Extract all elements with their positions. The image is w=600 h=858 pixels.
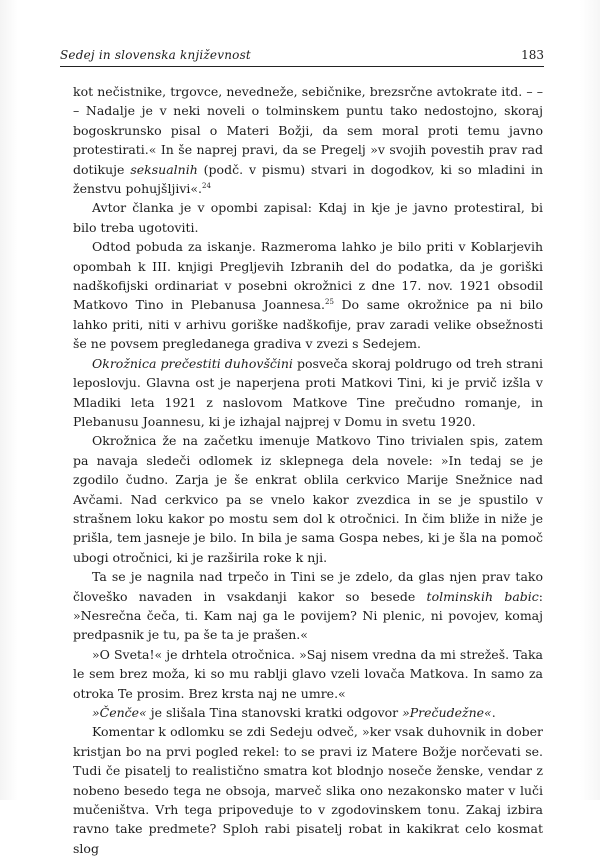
italic-text: »Prečudežne« — [402, 705, 492, 720]
text-segment: : »Nesrečna čeča, ti. Kam naj ga le povijem? Ni plenic, ni povojev, komaj predpasnik je tu, pa še ta je prašen.« — [73, 588, 543, 643]
paragraph — [73, 645, 543, 703]
text-segment: (podč. v pismu) stvari in dogodkov, ki so mladini in ženstvu pohujšljivi«. — [73, 161, 544, 197]
body-text — [73, 82, 543, 858]
paragraph — [73, 354, 543, 432]
text-segment: kot nečistnike, trgovce, nevedneže, sebičnike, brezsrčne avtokrate itd. – – – Nadalje je v neki noveli o tolminskem puntu tako nedostojno, skoraj bogoskrunsko pisal o Materi Božji, da sem moral proti temu javno protestirati.« In še naprej pravi, da se Pregelj »v svojih povestih prav rad dotikuje — [73, 84, 543, 177]
paragraph — [73, 567, 543, 645]
running-title: Sedej in slovenska književnost — [60, 48, 251, 62]
text-segment: Komentar k odlomku se zdi Sedeju odveč, »ker vsak duhovnik in dober kristjan bo na prvi pogled rekel: to se pravi iz Matere Božje norčevati se. Tudi če pisatelj to realistično smatra kot blodnjo noseče ženske, vendar z nobeno besedo tega ne obsoja, marveč slika ono nezakonsko mater v luči mučeništva. Vrh tega pripoveduje to v zgodovinskem tonu. Zakaj izbira ravno take predmete? Sploh rabi pisatelj robat in kakikrat celo kosmat slog — [73, 724, 543, 856]
paragraph — [73, 703, 543, 722]
italic-text: seksualnih — [130, 161, 198, 177]
text-segment: posveča skoraj poldrugo od treh strani leposlovju. Glavna ost je naperjena proti Matkovi Tini, ki je prvič izšla v Mladiki leta 1921 z naslovom Matkove Tine prečudno romanje, in Plebanusu Joannesu, ki je izhajal najprej v Domu in svetu 1920. — [73, 355, 543, 429]
text-segment: je slišala Tina stanovski kratki odgovor — [146, 705, 403, 720]
footnote-ref: 24 — [202, 182, 211, 191]
italic-text: »Čenče« — [92, 705, 147, 720]
text-segment: Odtod pobuda za iskanje. Razmeroma lahko je bilo priti v Koblarjevih opombah k III. knjigi Pregljevih Izbranih del do podatka, da je goriški nadškofijski ordinariat v posebni okrožnici z dne 17. nov. 1921 obsodil Matkovo Tino in Plebanusa Joannesa. — [73, 239, 543, 313]
text-segment: . — [491, 705, 496, 720]
text-segment: Avtor članka je v opombi zapisal: Kdaj in kje je javno protestiral, bi bilo treba ugotoviti. — [73, 200, 543, 235]
paragraph — [73, 237, 543, 353]
italic-text: tolminskih babic — [426, 588, 539, 604]
paragraph — [73, 722, 543, 858]
paragraph — [73, 431, 543, 567]
page-number: 183 — [521, 48, 544, 62]
text-segment: Ta se je nagnila nad trpečo in Tini se je zdelo, da glas njen prav tako človeško navaden in vsakdanji kakor so besede — [73, 569, 543, 604]
text-segment: »O Sveta!« je drhtela otročnica. »Saj nisem vredna da mi strežeš. Taka le sem brez moža, ki so mu rablji glavo vzeli lovača Matkova. In samo za otroka Te prosim. Brez krsta naj ne umre.« — [73, 646, 543, 701]
paragraph — [73, 82, 543, 198]
page-header — [60, 46, 544, 67]
paragraph — [73, 198, 543, 237]
text-segment: Do same okrožnice pa ni bilo lahko priti, niti v arhivu goriške nadškofije, prav zaradi velike obsežnosti še ne povsem pregledanega gradiva v zvezi s Sedejem. — [73, 297, 543, 352]
footnote-ref: 25 — [324, 298, 334, 307]
text-segment: Okrožnica že na začetku imenuje Matkovo Tino trivialen spis, zatem pa navaja sledeči odlomek iz sklepnega dela novele: »In tedaj se je zgodilo čudno. Zarja je še enkrat oblila cerkvico Marije Snežnice nad Avčami. Nad cerkvico pa se vnelo kakor zvezdica in se je spustilo v strašnem loku kakor po mostu sem dol k otročnici. In čim bliže in niže je prišla, tem jasneje je bilo. In bila je sama Gospa nebes, ki je šla na pomoč ubogi otročnici, ki je razširila roke k nji. — [73, 433, 543, 565]
italic-text: Okrožnica prečestiti duhovščini — [92, 355, 293, 371]
